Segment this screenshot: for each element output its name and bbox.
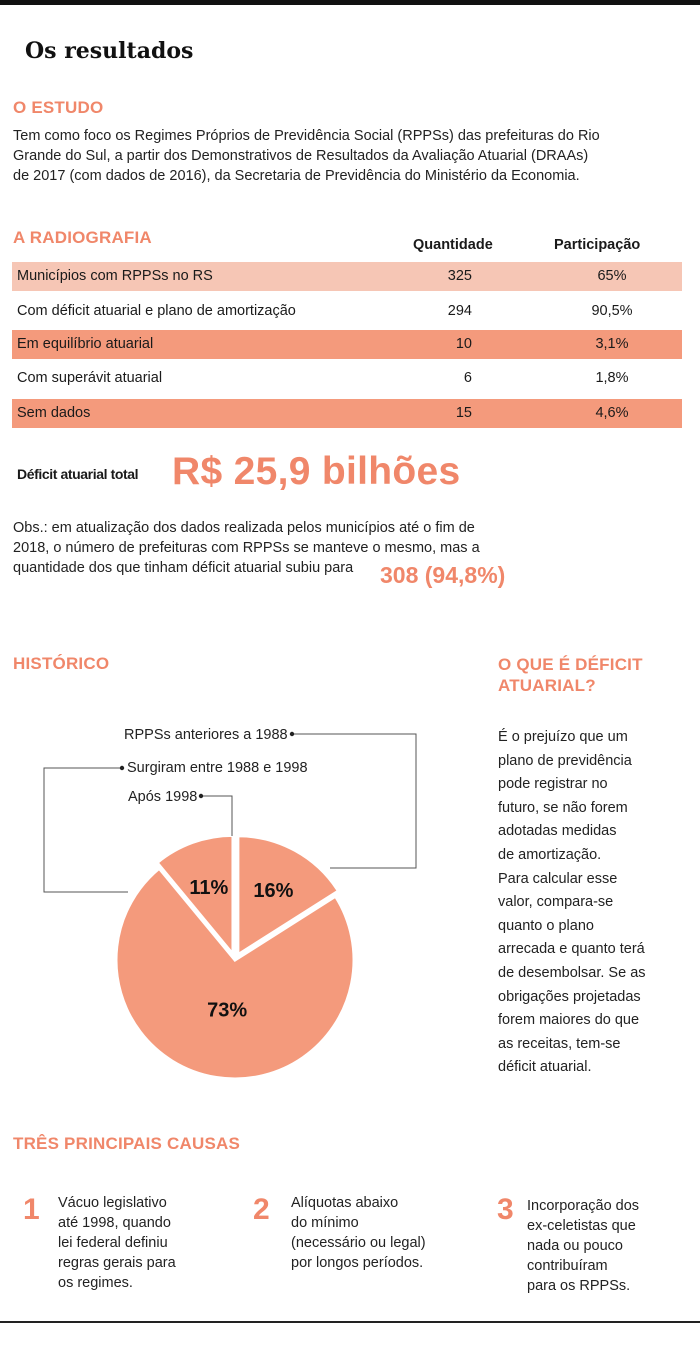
cause-text [291,1193,481,1273]
historico-heading: HISTÓRICO [13,654,110,673]
estudo-text [13,126,693,186]
bottom-rule [0,1321,700,1323]
obs-line: Obs.: em atualização dos dados realizada pelos municípios até o fim de [13,520,475,536]
row-label: Com superávit atuarial [17,370,163,386]
oque-line: quanto o plano [498,917,594,934]
oque-heading-line: ATUARIAL? [498,676,596,695]
cause-line: lei federal definiu [58,1235,168,1251]
oque-line: forem maiores do que [498,1012,640,1029]
col-quantidade-header: Quantidade [413,237,493,253]
oque-line: as receitas, tem-se [498,1035,621,1052]
oque-line: plano de previdência [498,752,632,769]
oque-line: futuro, se não forem [498,799,628,816]
oque-heading [498,654,643,696]
estudo-line: Grande do Sul, a partir dos Demonstrativos de Resultados da Avaliação Atuarial (DRAAs) [13,148,589,164]
table-row [12,262,682,291]
cause-line: nada ou pouco [527,1238,623,1254]
table-row [12,399,682,428]
cause-text [527,1196,692,1296]
leader-line-apos [202,796,232,836]
cause-line: contribuíram [527,1258,608,1274]
cause-number: 3 [497,1193,514,1226]
row-participacao: 4,6% [595,405,629,421]
pie-slice-label: 11% [189,877,229,900]
row-quantidade: 325 [447,268,472,284]
leader-line-anteriores [292,734,416,868]
row-participacao: 3,1% [595,336,629,352]
oque-line: de desembolsar. Se as [498,964,646,981]
cause-line: até 1998, quando [58,1215,171,1231]
cause-number: 1 [23,1193,40,1226]
cause-line: Incorporação dos [527,1198,640,1214]
cause-line: (necessário ou legal) [291,1235,426,1251]
oque-heading-line: O QUE É DÉFICIT [498,655,643,674]
deficit-value: R$ 25,9 bilhões [172,450,461,493]
obs-highlight: 308 (94,8%) [380,562,506,588]
deficit-label: Déficit atuarial total [17,466,139,482]
oque-line: adotadas medidas [498,823,617,840]
oque-line: valor, compara-se [498,894,614,911]
cause-line: Vácuo legislativo [58,1195,167,1211]
cause-number: 2 [253,1193,270,1226]
row-label: Sem dados [17,405,91,421]
oque-line: Para calcular esse [498,870,618,887]
row-participacao: 65% [597,268,627,284]
row-participacao: 1,8% [595,370,629,386]
table-row [12,330,682,359]
legend-anteriores: RPPSs anteriores a 1988 [124,727,288,743]
page-title: Os resultados [25,38,194,64]
causas-heading: TRÊS PRINCIPAIS CAUSAS [13,1134,241,1153]
leader-line-entre [44,768,128,892]
row-participacao: 90,5% [591,303,633,319]
obs-line: 2018, o número de prefeituras com RPPSs se manteve o mesmo, mas a [13,540,480,556]
estudo-heading: O ESTUDO [13,98,104,117]
cause-line: por longos períodos. [291,1255,424,1271]
cause-text [58,1193,238,1293]
oque-line: déficit atuarial. [498,1059,592,1076]
row-quantidade: 10 [455,336,472,352]
leader-dot [199,794,203,798]
row-label: Com déficit atuarial e plano de amortização [17,303,296,319]
oque-line: arrecada e quanto terá [498,941,645,958]
radiografia-heading: A RADIOGRAFIA [13,228,152,247]
cause-line: os regimes. [58,1275,133,1291]
top-rule [0,0,700,5]
row-label: Em equilíbrio atuarial [17,336,154,352]
oque-line: de amortização. [498,846,602,863]
obs-line: quantidade dos que tinham déficit atuarial subiu para [13,560,354,576]
row-quantidade: 294 [447,303,472,319]
leader-dot [290,732,294,736]
table-row [12,364,682,393]
cause-line: Alíquotas abaixo [291,1195,399,1211]
estudo-line: Tem como foco os Regimes Próprios de Previdência Social (RPPSs) das prefeituras do Rio [13,128,600,144]
estudo-line: de 2017 (com dados de 2016), da Secretaria de Previdência do Ministério da Economia. [13,168,580,184]
cause-line: do mínimo [291,1215,359,1231]
cause-line: ex-celetistas que [527,1218,636,1234]
oque-text [498,726,693,1080]
oque-line: É o prejuízo que um [498,729,628,745]
table-row [12,297,682,326]
oque-line: pode registrar no [498,776,608,793]
pie-slices [116,835,354,1079]
row-quantidade: 15 [455,405,472,421]
legend-apos: Após 1998 [128,789,198,805]
row-quantidade: 6 [463,370,472,386]
cause-line: regras gerais para [58,1255,176,1271]
pie-slice-label: 16% [253,880,294,903]
row-label: Municípios com RPPSs no RS [17,268,213,284]
legend-entre: Surgiram entre 1988 e 1998 [127,760,308,776]
col-participacao-header: Participação [554,237,641,253]
oque-line: obrigações projetadas [498,988,641,1005]
cause-line: para os RPPSs. [527,1278,631,1294]
pie-slice-label: 73% [207,999,248,1022]
leader-dot [120,766,124,770]
